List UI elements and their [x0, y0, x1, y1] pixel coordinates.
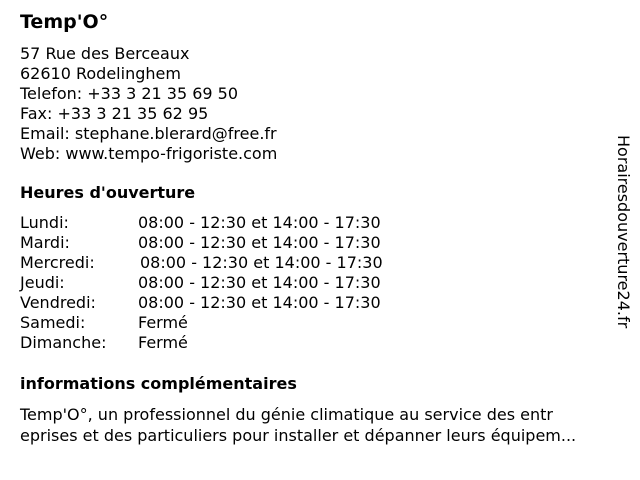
opening-hours-table: [20, 213, 440, 353]
info-line: Temp'O°, un professionnel du génie climatique au service des entr: [20, 405, 553, 424]
watermark-text: Horairesdouverture24.fr: [614, 135, 633, 329]
email-address: Email: stephane.blerard@free.fr: [20, 124, 277, 143]
hours-day: Mardi:: [20, 233, 70, 252]
site-watermark: [613, 135, 635, 375]
hours-row-sunday: [20, 333, 440, 353]
hours-row-saturday: [20, 313, 440, 333]
additional-info-heading: informations complémentaires: [20, 374, 297, 393]
hours-day: Vendredi:: [20, 293, 96, 312]
hours-row-wednesday: [20, 253, 440, 273]
hours-time: Fermé: [138, 333, 188, 352]
additional-info-text: [20, 404, 630, 446]
info-line: eprises et des particuliers pour installer et dépanner leurs équipem...: [20, 426, 577, 445]
hours-time: 08:00 - 12:30 et 14:00 - 17:30: [138, 293, 381, 312]
hours-day: Lundi:: [20, 213, 69, 232]
website-address: Web: www.tempo-frigoriste.com: [20, 144, 278, 163]
hours-day: Jeudi:: [20, 273, 65, 292]
hours-day: Dimanche:: [20, 333, 107, 352]
hours-day: Samedi:: [20, 313, 86, 332]
opening-hours-heading: Heures d'ouverture: [20, 183, 196, 202]
hours-row-thursday: [20, 273, 440, 293]
hours-time: 08:00 - 12:30 et 14:00 - 17:30: [140, 253, 383, 272]
hours-time: 08:00 - 12:30 et 14:00 - 17:30: [138, 233, 381, 252]
fax-number: Fax: +33 3 21 35 62 95: [20, 104, 209, 123]
contact-block: [20, 44, 277, 164]
address-street: 57 Rue des Berceaux: [20, 44, 190, 63]
hours-row-tuesday: [20, 233, 440, 253]
hours-time: Fermé: [138, 313, 188, 332]
business-name: Temp'O°: [20, 11, 109, 33]
address-city: 62610 Rodelinghem: [20, 64, 181, 83]
hours-time: 08:00 - 12:30 et 14:00 - 17:30: [138, 273, 381, 292]
hours-time: 08:00 - 12:30 et 14:00 - 17:30: [138, 213, 381, 232]
hours-day: Mercredi:: [20, 253, 95, 272]
phone-number: Telefon: +33 3 21 35 69 50: [20, 84, 239, 103]
hours-row-friday: [20, 293, 440, 313]
hours-row-monday: [20, 213, 440, 233]
